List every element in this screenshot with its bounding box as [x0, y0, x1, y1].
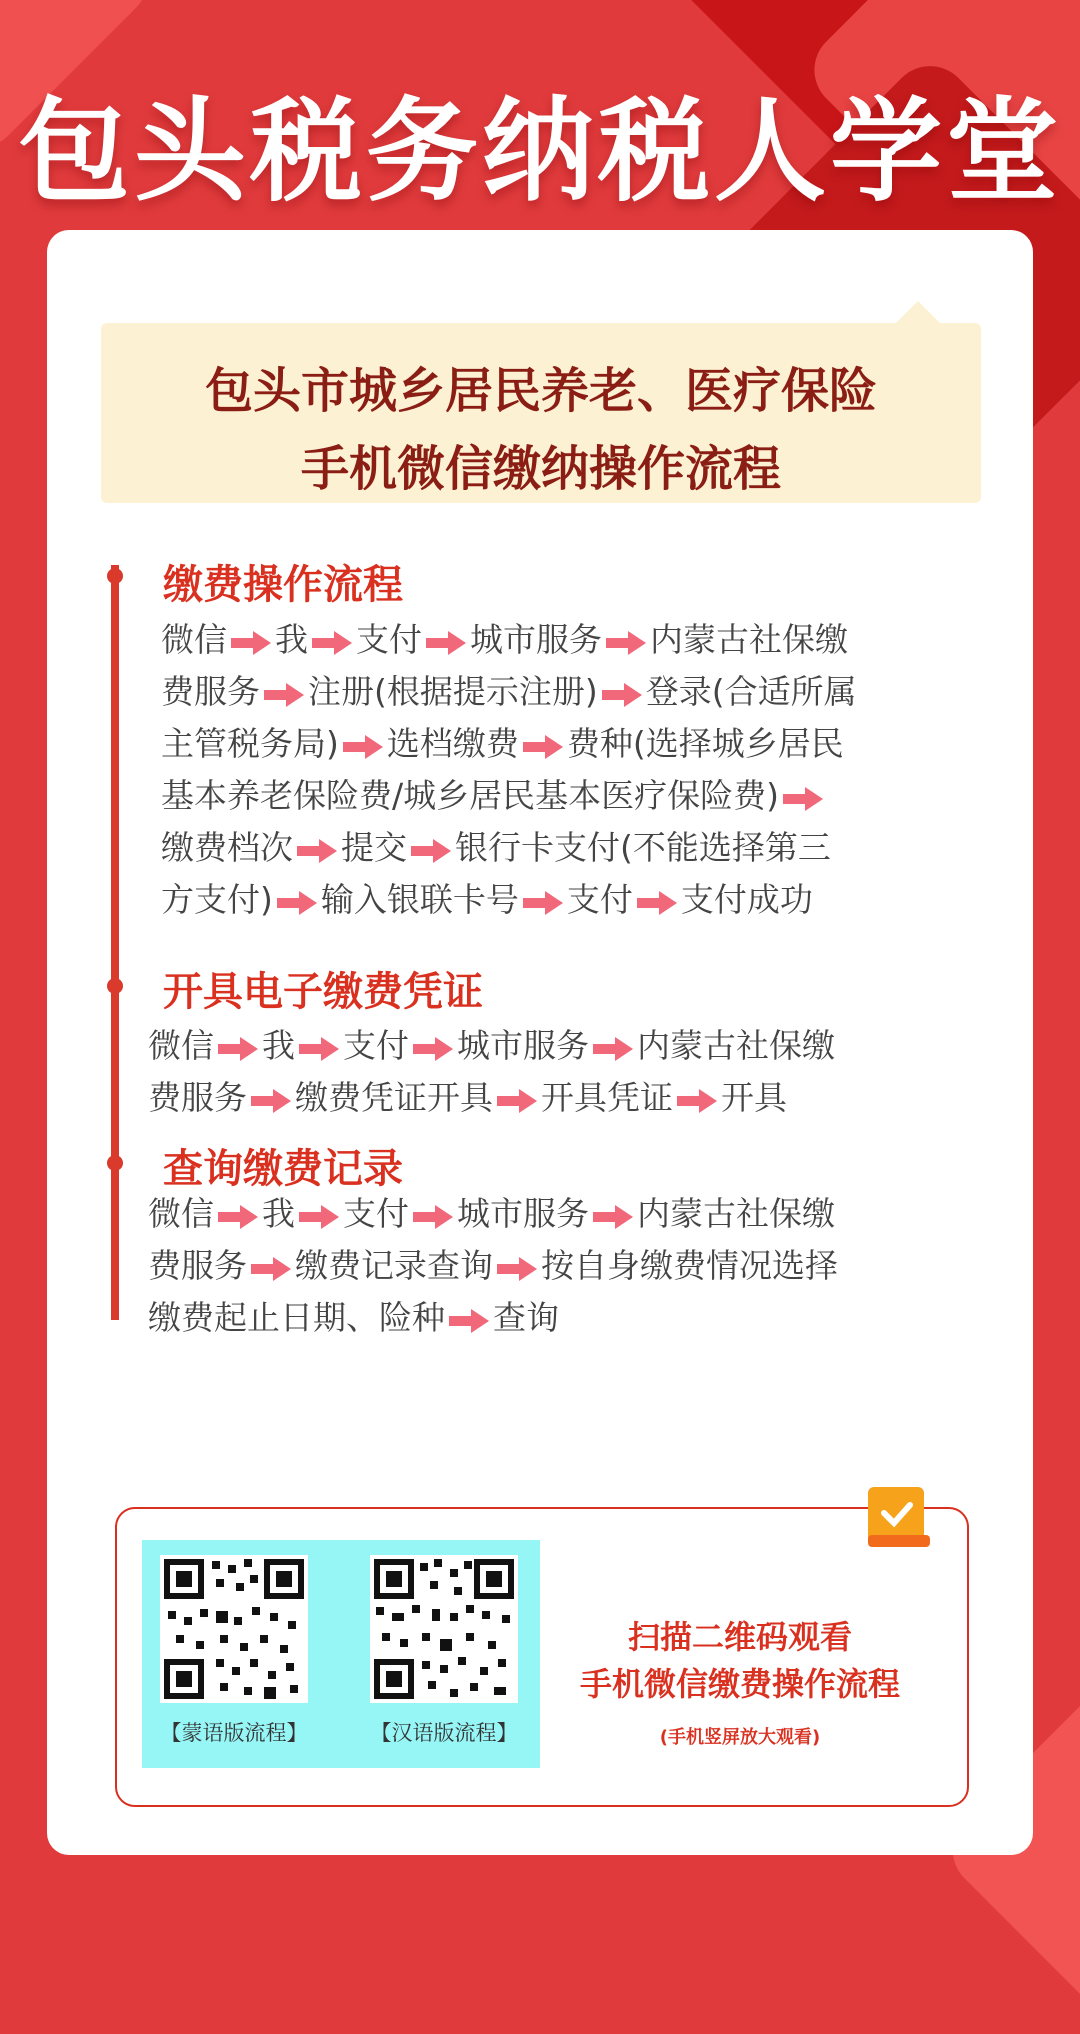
arrow-right-icon — [497, 1092, 537, 1108]
arrow-right-icon — [593, 1040, 633, 1056]
flow-step: 支付 — [356, 620, 422, 659]
flow-line — [161, 874, 857, 926]
flow-step: 提交 — [341, 828, 407, 867]
flow-line — [161, 718, 857, 770]
flow-step: 按自身缴费情况选择 — [541, 1246, 838, 1285]
flow-step: 缴费凭证开具 — [295, 1078, 493, 1117]
arrow-right-icon — [497, 1260, 537, 1276]
flow-line — [148, 1072, 835, 1124]
flow-step: 查询 — [493, 1298, 559, 1337]
arrow-right-icon — [251, 1260, 291, 1276]
arrow-right-icon — [277, 894, 317, 910]
flow-step: 输入银联卡号 — [320, 880, 519, 919]
arrow-right-icon — [297, 842, 337, 858]
scan-note: (手机竖屏放大观看) — [659, 1727, 821, 1748]
flow-step: 支付 — [566, 880, 633, 919]
flow-step: 微信 — [161, 620, 227, 659]
checklist-icon — [864, 1483, 934, 1551]
qr-code-mongolian[interactable] — [160, 1555, 308, 1703]
flow-step: 开具 — [721, 1078, 787, 1117]
subtitle-line1: 包头市城乡居民养老、医疗保险 — [204, 363, 877, 419]
arrow-right-icon — [299, 1208, 339, 1224]
flow-step: 费服务 — [148, 1078, 247, 1117]
flow-step: 费服务 — [148, 1246, 247, 1285]
flow-line — [161, 822, 857, 874]
banner-notch — [896, 301, 940, 323]
section-body-payment — [161, 614, 857, 926]
flow-step: 选档缴费 — [386, 724, 519, 763]
arrow-right-icon — [218, 1208, 258, 1224]
flow-line — [148, 1292, 838, 1344]
flow-line — [148, 1188, 838, 1240]
flow-step: 注册(根据提示注册) — [308, 672, 598, 711]
arrow-right-icon — [264, 686, 304, 702]
qr-caption-chinese: 【汉语版流程】 — [370, 1721, 518, 1745]
flow-step: 我 — [262, 1026, 295, 1065]
scan-instruction-line1: 扫描二维码观看 — [627, 1618, 852, 1656]
flow-step: 内蒙古社保缴 — [637, 1194, 835, 1233]
section-title-certificate: 开具电子缴费凭证 — [163, 969, 483, 1015]
flow-step: 费服务 — [161, 672, 260, 711]
arrow-right-icon — [677, 1092, 717, 1108]
flow-step: 方支付) — [161, 880, 273, 919]
arrow-right-icon — [426, 634, 466, 650]
section-title-query: 查询缴费记录 — [163, 1146, 403, 1192]
arrow-right-icon — [523, 894, 563, 910]
flow-step: 登录(合适所属 — [645, 672, 857, 711]
flow-step: 城市服务 — [457, 1194, 589, 1233]
flow-step: 基本养老保险费/城乡居民基本医疗保险费) — [161, 776, 779, 815]
flow-step: 银行卡支付(不能选择第三 — [455, 828, 831, 867]
subtitle-line2: 手机微信缴纳操作流程 — [300, 441, 781, 497]
arrow-right-icon — [413, 1208, 453, 1224]
arrow-right-icon — [523, 738, 563, 754]
flow-step: 开具凭证 — [541, 1078, 673, 1117]
qr-caption-mongolian: 【蒙语版流程】 — [160, 1721, 308, 1745]
flow-step: 城市服务 — [470, 620, 602, 659]
flow-line — [148, 1240, 838, 1292]
arrow-right-icon — [251, 1092, 291, 1108]
flow-step: 支付 — [343, 1026, 409, 1065]
flow-step: 缴费档次 — [161, 828, 293, 867]
subtitle-text — [101, 352, 981, 508]
arrow-right-icon — [343, 738, 383, 754]
section-body-certificate — [148, 1020, 835, 1124]
flow-line — [161, 770, 857, 822]
timeline-dot — [107, 1155, 123, 1171]
qr-pattern — [160, 1555, 308, 1703]
flow-step: 缴费起止日期、险种 — [148, 1298, 445, 1337]
flow-line — [161, 614, 857, 666]
arrow-right-icon — [231, 634, 271, 650]
arrow-right-icon — [637, 894, 677, 910]
flow-step: 内蒙古社保缴 — [650, 620, 848, 659]
flow-step: 支付 — [343, 1194, 409, 1233]
scan-instruction-line2: 手机微信缴费操作流程 — [579, 1665, 900, 1703]
timeline-dot — [107, 568, 123, 584]
arrow-right-icon — [602, 686, 642, 702]
flow-line — [148, 1020, 835, 1072]
arrow-right-icon — [783, 790, 823, 806]
timeline-dot — [107, 978, 123, 994]
arrow-right-icon — [299, 1040, 339, 1056]
flow-step: 主管税务局) — [161, 724, 339, 763]
flow-step: 费种(选择城乡居民 — [566, 724, 844, 763]
arrow-right-icon — [411, 842, 451, 858]
arrow-right-icon — [413, 1040, 453, 1056]
arrow-right-icon — [593, 1208, 633, 1224]
arrow-right-icon — [449, 1312, 489, 1328]
qr-code-chinese[interactable] — [370, 1555, 518, 1703]
arrow-right-icon — [606, 634, 646, 650]
flow-step: 城市服务 — [457, 1026, 589, 1065]
flow-step: 我 — [275, 620, 308, 659]
flow-step: 微信 — [148, 1026, 214, 1065]
flow-step: 支付成功 — [680, 880, 813, 919]
flow-step: 微信 — [148, 1194, 214, 1233]
qr-pattern — [370, 1555, 518, 1703]
section-body-query — [148, 1188, 838, 1344]
section-title-payment: 缴费操作流程 — [163, 562, 403, 608]
flow-step: 我 — [262, 1194, 295, 1233]
flow-step: 缴费记录查询 — [295, 1246, 493, 1285]
timeline-line — [111, 565, 119, 1320]
page-title: 包头税务纳税人学堂 — [18, 87, 1062, 217]
arrow-right-icon — [312, 634, 352, 650]
arrow-right-icon — [218, 1040, 258, 1056]
flow-line — [161, 666, 857, 718]
flow-step: 内蒙古社保缴 — [637, 1026, 835, 1065]
